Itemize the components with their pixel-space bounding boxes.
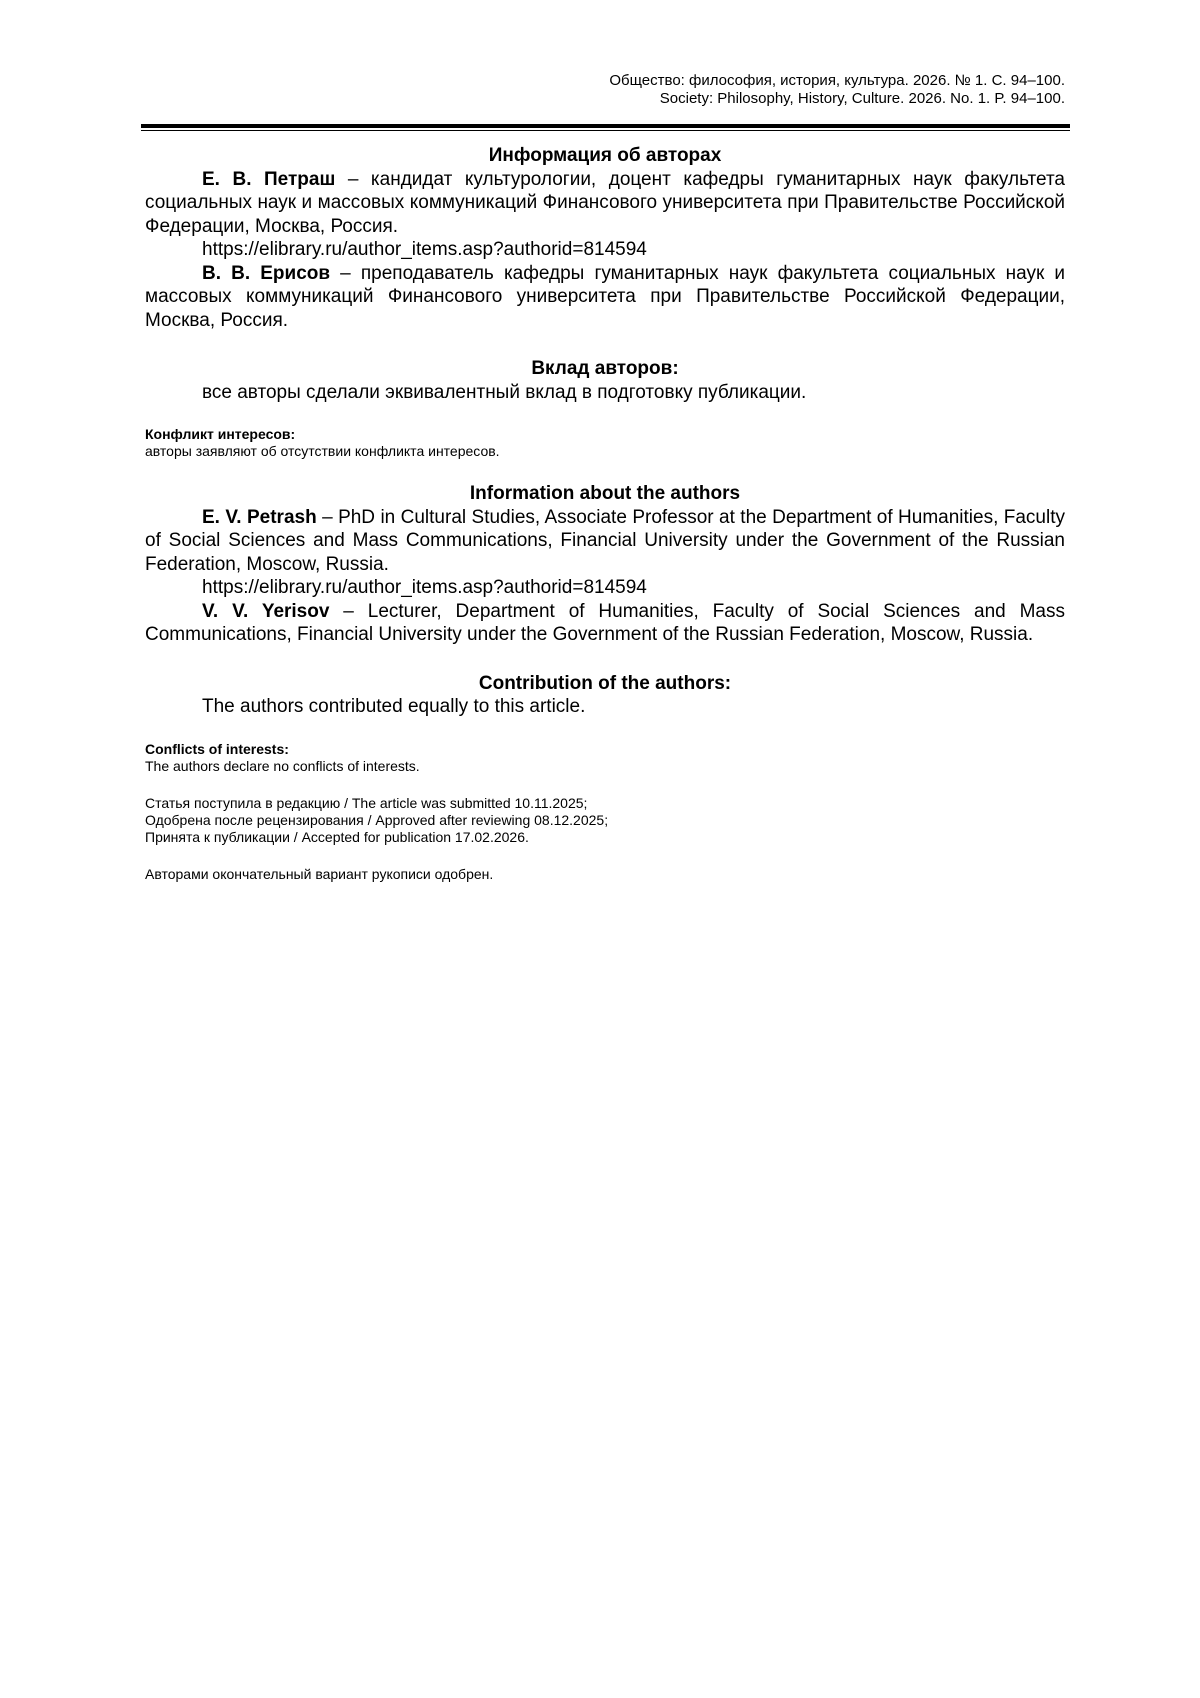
en-authors-heading: Information about the authors xyxy=(469,483,741,504)
en-contribution-heading: Contribution of the authors: xyxy=(478,672,732,694)
en-author1-name: E. V. Petrash xyxy=(202,506,317,528)
header-rule-thin xyxy=(141,130,1070,131)
ru-conflict-text: авторы заявляют об отсутствии конфликта интересов. xyxy=(145,443,500,459)
ru-author1-name: Е. В. Петраш xyxy=(202,168,336,190)
ru-author2-text: – преподаватель кафедры гуманитарных наук факультета социальных наук и массовых коммуникаций Финансового университета при Правительстве Российской Федерации, Москва, Россия. xyxy=(145,262,1065,331)
date-approved: Одобрена после рецензирования / Approved after reviewing 08.12.2025; xyxy=(145,811,609,828)
en-author2-text: – Lecturer, Department of Humanities, Faculty of Social Sciences and Mass Communications, Financial University under the Government of the Russian Federation, Moscow, Russia. xyxy=(145,600,1066,645)
en-author2-info xyxy=(145,600,1065,647)
en-author1-text: – PhD in Cultural Studies, Associate Professor at the Department of Humanities, Faculty of Social Sciences and Mass Communications, Financial University under the Government of the Russian Federation, Moscow, Russia. xyxy=(145,506,1066,575)
en-conflict-text: The authors declare no conflicts of interests. xyxy=(145,757,420,774)
en-author2-name: V. V. Yerisov xyxy=(202,600,330,622)
header-line-ru: Общество: философия, история, культура. 2026. № 1. С. 94–100. xyxy=(609,72,1065,89)
en-conflict-heading: Conflicts of interests: xyxy=(145,740,289,757)
ru-conflict-heading: Конфликт интересов: xyxy=(145,426,296,442)
article-dates xyxy=(145,795,1065,846)
date-submitted: Статья поступила в редакцию / The article was submitted 10.11.2025; xyxy=(145,794,588,811)
header-line-en: Society: Philosophy, History, Culture. 2026. No. 1. P. 94–100. xyxy=(659,90,1065,107)
ru-author1-link: https://elibrary.ru/author_items.asp?authorid=814594 xyxy=(202,239,647,260)
header-rule-thick xyxy=(141,124,1070,128)
en-contribution-text: The authors contributed equally to this article. xyxy=(202,696,586,717)
date-accepted: Принята к публикации / Accepted for publication 17.02.2026. xyxy=(145,828,529,845)
en-author1-link: https://elibrary.ru/author_items.asp?authorid=814594 xyxy=(202,577,647,598)
ru-author1-text: – кандидат культурологии, доцент кафедры гуманитарных наук факультета социальных наук и массовых коммуникаций Финансового университета при Правительстве Российской Федерации, Москва, Россия. xyxy=(145,168,1065,237)
ru-author2-name: В. В. Ерисов xyxy=(202,262,331,284)
en-conflict-block xyxy=(145,741,1065,775)
en-author1-info xyxy=(145,506,1065,577)
ru-contribution-heading: Вклад авторов: xyxy=(531,358,679,379)
final-note: Авторами окончательный вариант рукописи одобрен. xyxy=(145,865,494,882)
ru-authors-heading: Информация об авторах xyxy=(488,145,722,166)
running-header xyxy=(609,72,1065,108)
ru-contribution-text: все авторы сделали эквивалентный вклад в подготовку публикации. xyxy=(202,381,807,403)
article-back-matter xyxy=(145,144,1065,883)
ru-author1-info xyxy=(145,168,1065,239)
ru-author2-info xyxy=(145,262,1065,333)
ru-conflict-block xyxy=(145,426,1065,460)
